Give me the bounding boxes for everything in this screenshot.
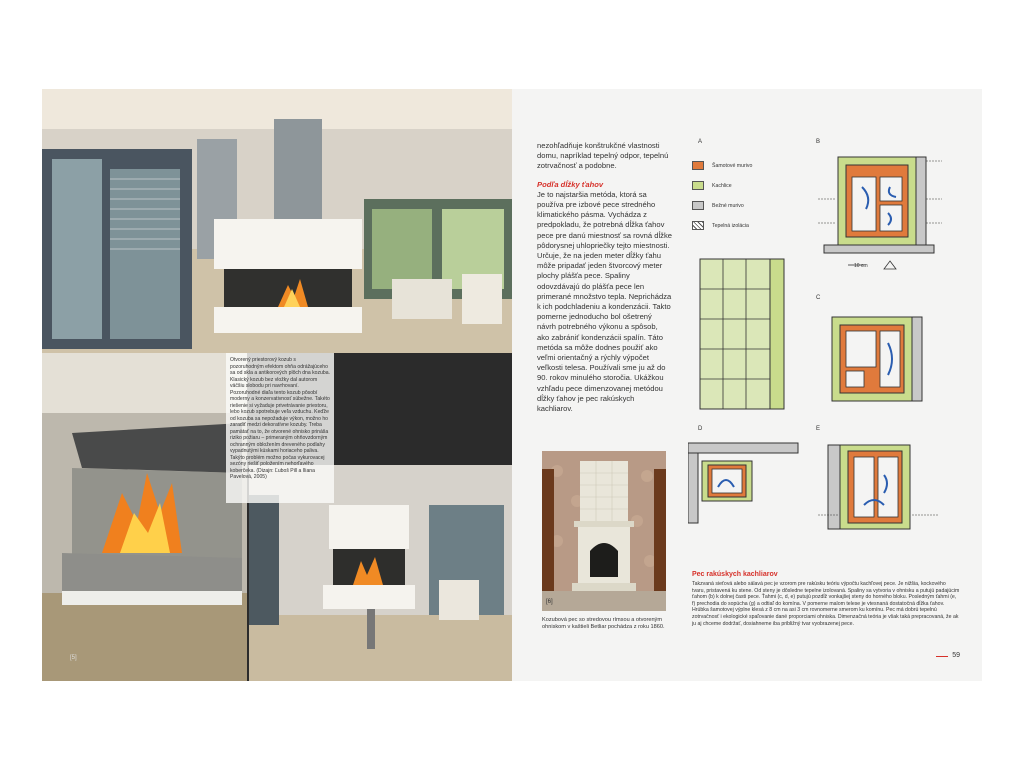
legend-item-insulation bbox=[692, 221, 812, 231]
brick-swatch bbox=[692, 201, 704, 210]
tiled-stove-photo bbox=[542, 451, 666, 611]
fireplace-photo-main bbox=[42, 89, 512, 353]
insulation-swatch bbox=[692, 221, 704, 230]
left-page bbox=[42, 89, 512, 681]
intro-paragraph: nezohľadňuje konštrukčné vlastnosti domu, napríklad tepelný odpor, tepelnú zotrvačnosť a podobne. bbox=[537, 141, 669, 171]
stove-photo-number: [6] bbox=[546, 599, 553, 605]
stove-elevation-diagram bbox=[694, 249, 794, 419]
figure-label-c: C bbox=[816, 295, 821, 301]
legend-label: Bežné murivo bbox=[712, 203, 744, 209]
page-number: 59 bbox=[952, 652, 960, 659]
stove-plan-c-diagram bbox=[818, 303, 938, 413]
fireplace-photo-closeup bbox=[42, 353, 247, 681]
body-text-column bbox=[537, 141, 672, 414]
legend-item-tile bbox=[692, 181, 812, 191]
body-paragraph: Je to najstaršia metóda, ktorá sa používa pre izbové pece stredného klimatického pásma. Vychádza z predpokladu, že potrebná dĺžka ťahov pece pre danú miestnosť sa rovná dĺžke pôdorysnej uhlopriečky tejto miestnosti. Určuje, že na jeden meter dĺžky ťahu môže pripadať jeden štvorcový meter plochy plášťa pece. Spaliny odovzdávajú do plášťa pece len primerané množstvo tepla. Neprichádza k ich podchladeniu a kondenzácii. Takto pomerne jednoducho bol ošetrený návrh potrebného výkonu a spôsob, ako zabrániť kondenzácii spalín. Táto metóda sa môže dodnes použiť ako veľmi orientačný a rýchly výpočet veľkosti telesa. Používali sme ju až do 90. rokov minulého storočia. Ukážkou vzhľadu pece dimenzovanej metódou dĺžky ťahov je pec rakúskych kachliarov. bbox=[537, 189, 672, 414]
page-number-rule bbox=[936, 656, 948, 657]
figure-label-d: D bbox=[698, 426, 703, 432]
austrian-stove-heading: Pec rakúskych kachliarov bbox=[692, 571, 778, 578]
chamotte-swatch bbox=[692, 161, 704, 170]
stove-caption: Kozubová pec so stredovou rímsou a otvoreným ohniskom v kaštieli Betliar pochádza z roku 1860. bbox=[542, 617, 665, 630]
stove-plan-d-diagram bbox=[688, 435, 808, 525]
right-page bbox=[512, 89, 982, 681]
legend-label: Kachlice bbox=[712, 183, 732, 189]
figure-label-b: B bbox=[816, 139, 821, 145]
stove-plan-e-diagram bbox=[818, 435, 948, 539]
legend-label: Šamotové murivo bbox=[712, 163, 753, 169]
figure-label-e: E bbox=[816, 426, 821, 432]
legend-label: Tepelná izolácia bbox=[712, 223, 749, 229]
legend-item-brick bbox=[692, 201, 812, 211]
figure-label-a: A bbox=[698, 139, 703, 145]
stove-plan-b-diagram bbox=[818, 147, 948, 287]
photo-number: [5] bbox=[70, 655, 77, 661]
austrian-stove-text: Takzvaná sieťová alebo sálavá pec je vzorom pre rakúsku teóriu výpočtu kachľovej pece. Je nižšia, kockového tvaru, pristavená ku stene. Od steny je dôsledne tepelne izolovaná. Spaliny sa vytvoria v ohnisku a putujú padajúcim ťahom (b) k dolnej časti pece. Ťahmi (c, d, e) putujú pozdĺž vonkajšej steny do horného bloku. Posledným ťahmi (e, f) prechodia do sopúcha (g) a odtiaľ do komína. V pomerne malom telese je vtesnaná dostatočná dĺžka ťahov. Hrúbka šamotovej výplne klesá z 8 cm na asi 3 cm rovnomerne smerom ku komínu. Pec má dobrú tepelnú zotrvačnosť i ekologické spaľovanie dané proporciami ohniska. Dimenzačná teória je však taká prepracovaná, že ak ju aj chceme dodržať, dosiahneme iba približný tvar vyobrazenej pece. bbox=[692, 581, 960, 627]
scale-label: 10 cm bbox=[854, 263, 868, 269]
subheading: Podľa dĺžky ťahov bbox=[537, 179, 604, 189]
photo-caption: Otvorený priestorový kozub s pozoruhodným efektom ohňa odrážajúceho sa od skla a antikorových plôch dna kozuba. Klasický kozub bez vložky dal autorom väčšiu slobodu pri navrhovaní. Pozoruhodné diaľa tento kozub pôsobí moderny a konzervativnosť súbežne. Takéto riešenie si vyžaduje privetrávanie priestoru, lebo kozub spotrebuje veľa vzduchu. Keďže od kozuba sa nepožaduje výkon, možno ho zaradiť medzi dekoratívne kozuby. Treba pamätať na to, že otvorené ohnisko prináša riziko požiaru – primeraným ohňovzdorným ochranným obložením dreveného podlahy vypadnutými kúskami horiaceho paliva. Takýto problém možno počas vykurovacej sezóny riešiť položením nehorľavého koberčeka. (Dizajn: Ľuboš Pill a Iliana Pavelová, 2005) bbox=[226, 353, 334, 503]
tile-swatch bbox=[692, 181, 704, 190]
legend-item-chamotte bbox=[692, 161, 812, 171]
